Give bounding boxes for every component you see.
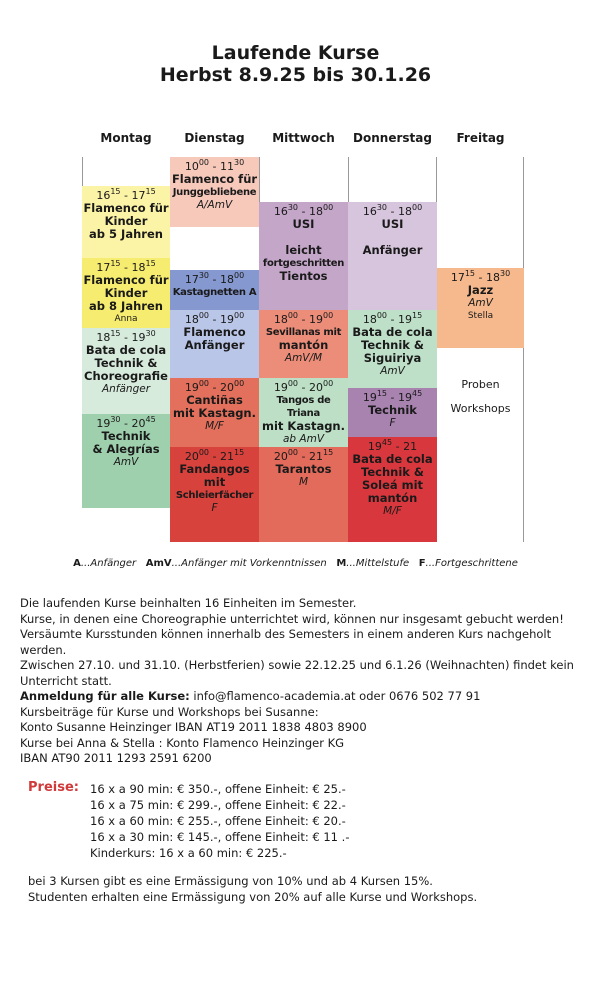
course-teacher: Stella	[467, 311, 494, 321]
course-time: $17^{15} - 18^{15}$	[96, 259, 156, 274]
course-block[interactable]	[170, 157, 259, 227]
legend-item: F...Fortgeschrittene	[418, 558, 518, 569]
course-time: $19^{30} - 20^{45}$	[96, 415, 156, 430]
course-name: Bata de cola	[352, 452, 433, 466]
course-name: Flamenco für	[83, 201, 169, 215]
course-note: Proben	[461, 378, 500, 391]
course-name: Technik &	[361, 465, 424, 479]
info-line: Zwischen 27.10. und 31.10. (Herbstferien) sowie 22.12.25 und 6.1.26 (Weihnachten) findet kein	[20, 658, 574, 672]
course-level: F	[389, 417, 396, 429]
info-line: Unterricht statt.	[20, 673, 112, 688]
price-item: 16 x a 75 min: € 299.-, offene Einheit: € 22.-	[90, 798, 346, 812]
divider	[82, 157, 83, 186]
course-time: $17^{15} - 18^{30}$	[450, 269, 511, 284]
price-item: 16 x a 30 min: € 145.-, offene Einheit: € 11 .-	[90, 830, 350, 844]
price-item: 16 x a 60 min: € 255.-, offene Einheit: € 20.-	[90, 814, 346, 828]
course-block[interactable]	[437, 268, 524, 348]
course-time: $18^{00} - 19^{15}$	[362, 311, 423, 326]
registration-info	[20, 689, 580, 767]
prices-label: Preise:	[28, 780, 79, 795]
course-name: mit Kastagn.	[262, 419, 345, 433]
registration-line: Kurse bei Anna & Stella : Konto Flamenco Heinzinger KG	[20, 735, 345, 750]
course-name: Kinder	[104, 286, 148, 300]
course-note: Workshops	[450, 402, 511, 415]
registration-line: Kursbeiträge für Kurse und Workshops bei Susanne:	[20, 704, 319, 719]
course-block[interactable]	[170, 270, 259, 310]
course-name: Technik	[101, 429, 151, 443]
course-block[interactable]	[170, 447, 259, 542]
proben-workshops	[437, 376, 524, 436]
course-level: A/AmV	[196, 199, 233, 211]
course-block[interactable]	[259, 447, 348, 542]
course-name: fortgeschritten	[262, 258, 345, 269]
course-time: $19^{00} - 20^{00}$	[273, 379, 334, 394]
course-block[interactable]	[348, 437, 437, 542]
course-time: $20^{00} - 21^{15}$	[184, 448, 245, 463]
course-level: Anfänger	[101, 383, 151, 395]
course-level: M	[298, 476, 309, 488]
course-name: Anfänger	[362, 243, 423, 257]
course-name: mit	[203, 475, 226, 489]
course-name: ab 8 Jahren	[89, 299, 163, 313]
course-block[interactable]	[259, 202, 348, 310]
course-name: Technik	[368, 403, 417, 417]
registration-line	[20, 689, 580, 705]
registration-line: Konto Susanne Heinzinger IBAN AT19 2011 1838 4803 8900	[20, 720, 367, 734]
discount-line: Studenten erhalten eine Ermässigung von 20% auf alle Kurse und Workshops.	[28, 889, 478, 904]
course-time: $18^{00} - 19^{00}$	[273, 311, 334, 326]
divider	[523, 157, 524, 542]
course-name: & Alegrías	[92, 442, 160, 456]
course-name: Soleá mit	[361, 478, 424, 492]
course-time: $19^{00} - 20^{00}$	[184, 379, 245, 394]
course-block[interactable]	[82, 414, 170, 508]
info-line: Kurse, in denen eine Choreographie unterrichtet wird, können nur insgesamt gebucht werden!	[20, 611, 564, 626]
course-name: Junggebliebene	[172, 187, 257, 198]
course-level: M/F	[383, 505, 402, 517]
course-block[interactable]	[348, 310, 437, 388]
course-name: Kastagnetten A	[172, 287, 257, 298]
level-legend	[0, 558, 591, 569]
course-block[interactable]	[259, 378, 348, 447]
course-name: Flamenco für	[171, 172, 258, 186]
info-line: Versäumte Kursstunden können innerhalb des Semesters in einem anderen Kurs nachgeholt werden.	[20, 627, 552, 657]
price-item: Kinderkurs: 16 x a 60 min: € 225.-	[90, 846, 287, 860]
course-name: mantón	[278, 338, 329, 352]
course-level: Anna	[114, 314, 138, 324]
info-text	[20, 596, 580, 689]
course-time: $18^{15} - 19^{30}$	[96, 329, 156, 344]
course-level: ab AmV	[282, 433, 325, 445]
course-name: Sevillanas mit	[265, 327, 342, 338]
discount-line: bei 3 Kursen gibt es eine Ermässigung von 10% und ab 4 Kursen 15%.	[28, 874, 433, 888]
discount-info	[28, 874, 588, 905]
course-name: mantón	[367, 491, 418, 505]
course-name: Tarantos	[275, 462, 332, 476]
day-donnerstag: Donnerstag	[353, 131, 432, 145]
course-time: $17^{30} - 18^{00}$	[184, 271, 245, 286]
course-time: $10^{00} - 11^{30}$	[184, 158, 245, 173]
course-level: AmV	[380, 365, 405, 377]
course-level: AmV	[113, 456, 139, 468]
course-block[interactable]	[82, 186, 170, 258]
day-mittwoch: Mittwoch	[272, 131, 335, 145]
course-name: Flamenco für	[83, 273, 169, 287]
course-block[interactable]	[170, 378, 259, 447]
course-time: $16^{30} - 18^{00}$	[273, 203, 334, 218]
course-level: M/F	[205, 420, 224, 432]
course-block[interactable]	[170, 310, 259, 378]
course-time: $19^{15} - 19^{45}$	[362, 389, 423, 404]
course-block[interactable]	[82, 258, 170, 328]
course-name: mit Kastagn.	[173, 406, 256, 420]
course-name: Bata de cola	[85, 343, 167, 357]
legend-item: AmV...Anfänger mit Vorkenntnissen	[145, 558, 327, 569]
day-freitag: Freitag	[456, 131, 505, 145]
course-name: Kinder	[104, 214, 148, 228]
info-line: Die laufenden Kurse beinhalten 16 Einheiten im Semester.	[20, 596, 357, 610]
price-item: 16 x a 90 min: € 350.-, offene Einheit: € 25.-	[90, 782, 346, 796]
legend-item: A...Anfänger	[73, 558, 137, 569]
course-name: Technik &	[361, 338, 424, 352]
course-block[interactable]	[348, 202, 437, 310]
course-name: leicht	[285, 243, 322, 257]
course-block[interactable]	[259, 310, 348, 378]
course-level: AmV	[468, 297, 493, 309]
day-montag: Montag	[100, 131, 152, 145]
page-title-line1: Laufende Kurse	[211, 42, 380, 64]
course-time: $19^{45} - 21$	[367, 438, 418, 453]
course-name: Siguiriya	[363, 351, 422, 365]
course-name: Anfänger	[184, 338, 245, 352]
course-level: AmV/M	[284, 352, 323, 364]
divider	[259, 157, 260, 202]
course-time: $16^{30} - 18^{00}$	[362, 203, 423, 218]
course-block[interactable]	[348, 388, 437, 437]
registration-line: IBAN AT90 2011 1293 2591 6200	[20, 751, 212, 765]
course-name: Fandangos	[179, 462, 250, 476]
course-name: Cantiñas	[186, 393, 243, 407]
course-name: Bata de cola	[352, 325, 433, 339]
course-name: Technik &	[94, 356, 158, 370]
course-name: USI	[381, 217, 404, 231]
registration-label: Anmeldung für alle Kurse:	[20, 689, 190, 703]
course-time: $20^{00} - 21^{15}$	[273, 448, 334, 463]
page-title-line2: Herbst 8.9.25 bis 30.1.26	[159, 64, 432, 86]
course-time: $16^{15} - 17^{15}$	[96, 187, 156, 202]
course-level: F	[211, 502, 218, 514]
day-dienstag: Dienstag	[184, 131, 245, 145]
course-time: $18^{00} - 19^{00}$	[184, 311, 245, 326]
course-block[interactable]	[82, 328, 170, 414]
course-name: Flamenco	[183, 325, 246, 339]
course-name: Tientos	[279, 269, 328, 283]
course-name: Tangos de Triana	[276, 395, 331, 419]
divider	[348, 157, 349, 202]
course-name: ab 5 Jahren	[89, 227, 163, 241]
course-name: Jazz	[467, 283, 494, 297]
registration-contact[interactable]: info@flamenco-academia.at oder 0676 502 77 91	[189, 689, 481, 703]
course-name: Choreografie	[84, 369, 168, 383]
course-name: Schleierfächer	[175, 490, 254, 501]
legend-item: M...Mittelstufe	[336, 558, 410, 569]
course-name: USI	[292, 217, 315, 231]
